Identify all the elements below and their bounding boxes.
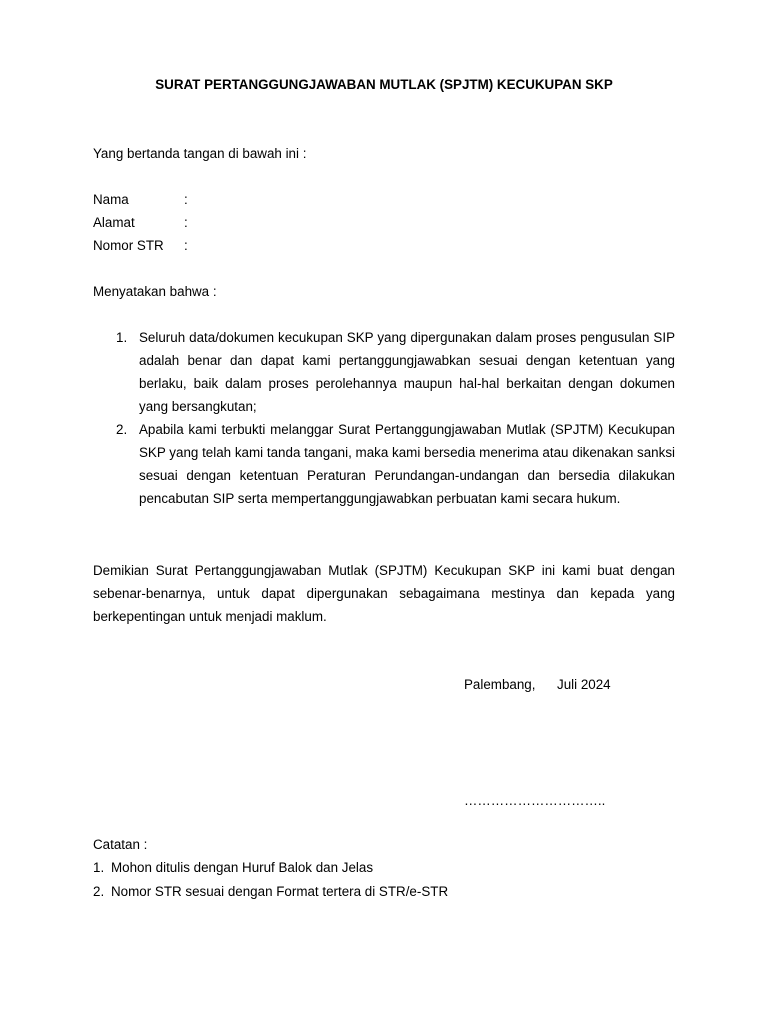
note-text: Mohon ditulis dengan Huruf Balok dan Jelas: [111, 860, 374, 875]
statement-text: Seluruh data/dokumen kecukupan SKP yang dipergunakan dalam proses pengusulan SIP adalah benar dan dapat kami pertanggungjawabkan sesuai dengan ketentuan yang berlaku, baik dalam proses perolehannya maupun hal-hal berkaitan dengan dokumen yang bersangkutan;: [139, 330, 675, 414]
statement-number: 2.: [116, 422, 128, 437]
field-colon-nama: :: [184, 192, 188, 207]
note-number: 1.: [93, 860, 105, 875]
closing-paragraph: Demikian Surat Pertanggungjawaban Mutlak (SPJTM) Kecukupan SKP ini kami buat dengan sebenar-benarnya, untuk dapat dipergunakan sebagaimana mestinya dan kepada yang berkepentingan untuk menjadi maklum.: [93, 563, 675, 624]
signature-line: …………………………..: [464, 793, 606, 808]
field-label-nomor-str: Nomor STR: [93, 238, 164, 253]
declaration-intro: Menyatakan bahwa :: [93, 284, 217, 299]
intro-text: Yang bertanda tangan di bawah ini :: [93, 146, 307, 161]
place-date: Juli 2024: [557, 677, 611, 692]
place-city: Palembang,: [464, 677, 536, 692]
field-colon-alamat: :: [184, 215, 188, 230]
field-label-alamat: Alamat: [93, 215, 135, 230]
note-text: Nomor STR sesuai dengan Format tertera di STR/e-STR: [111, 884, 449, 899]
field-colon-nomor-str: :: [184, 238, 188, 253]
notes-heading: Catatan :: [93, 837, 148, 852]
document-title: SURAT PERTANGGUNGJAWABAN MUTLAK (SPJTM) KECUKUPAN SKP: [155, 77, 613, 92]
field-label-nama: Nama: [93, 192, 129, 207]
note-number: 2.: [93, 884, 105, 899]
statement-text: Apabila kami terbukti melanggar Surat Pertanggungjawaban Mutlak (SPJTM) Kecukupan SKP yang telah kami tanda tangani, maka kami bersedia menerima atau dikenakan sanksi sesuai dengan ketentuan Peraturan Perundangan-undangan dan bersedia dilakukan pencabutan SIP serta mempertanggungjawabkan perbuatan kami secara hukum.: [139, 422, 675, 506]
statement-number: 1.: [116, 330, 128, 345]
